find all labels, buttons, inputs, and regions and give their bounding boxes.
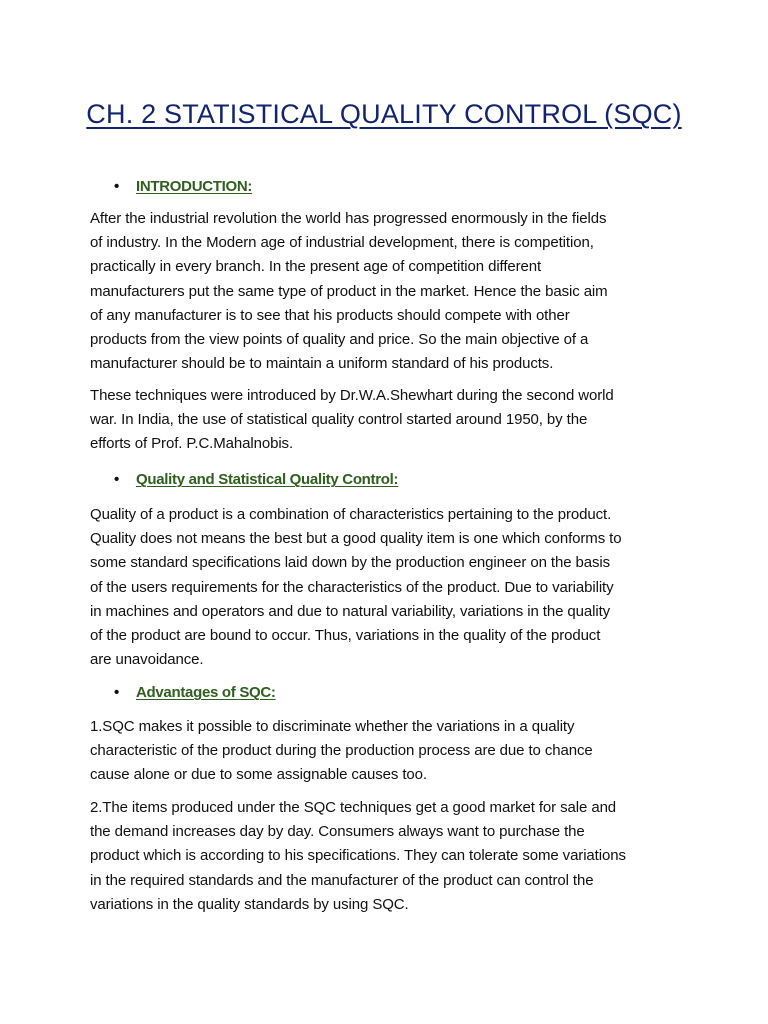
- page-title: CH. 2 STATISTICAL QUALITY CONTROL (SQC): [86, 99, 682, 129]
- text-line: product which is according to his specifications. They can tolerate some variations: [90, 847, 626, 865]
- paragraph-quality: [90, 503, 710, 672]
- text-line: manufacturers put the same type of product in the market. Hence the basic aim: [90, 282, 608, 300]
- text-line: war. In India, the use of statistical quality control started around 1950, by the: [90, 411, 588, 429]
- text-line: 1.SQC makes it possible to discriminate whether the variations in a quality: [90, 718, 575, 735]
- section-heading-text: Quality and Statistical Quality Control:: [136, 471, 399, 488]
- text-line: the demand increases day by day. Consumers always want to purchase the: [90, 823, 585, 841]
- bullet-icon: •: [114, 684, 120, 701]
- text-line: characteristic of the product during the production process are due to chance: [90, 742, 593, 760]
- text-line: in the required standards and the manufacturer of the product can control the: [90, 871, 594, 889]
- bullet-icon: •: [114, 471, 120, 488]
- text-line: cause alone or due to some assignable causes too.: [90, 766, 427, 784]
- text-line: These techniques were introduced by Dr.W.A.Shewhart during the second world: [90, 387, 614, 404]
- text-line: manufacturer should be to maintain a uniform standard of his products.: [90, 355, 554, 373]
- text-line: products from the view points of quality and price. So the main objective of a: [90, 330, 589, 348]
- bullet-icon: •: [114, 178, 120, 195]
- text-line: of any manufacturer is to see that his products should compete with other: [90, 306, 570, 324]
- text-line: are unavoidance.: [90, 651, 204, 669]
- text-line: some standard specifications laid down by the production engineer on the basis: [90, 554, 611, 572]
- text-line: Quality does not means the best but a good quality item is one which conforms to: [90, 530, 622, 548]
- section-heading-text: INTRODUCTION:: [136, 178, 253, 195]
- paragraph-advantage-1: [90, 715, 710, 788]
- text-line: of the users requirements for the characteristics of the product. Due to variability: [90, 578, 614, 596]
- paragraph-introduction-2: [90, 384, 710, 457]
- text-line: Quality of a product is a combination of characteristics pertaining to the product.: [90, 506, 612, 523]
- paragraph-introduction-1: [90, 207, 710, 376]
- section-heading-text: Advantages of SQC:: [136, 684, 276, 701]
- text-line: variations in the quality standards by using SQC.: [90, 895, 409, 913]
- text-line: 2.The items produced under the SQC techniques get a good market for sale and: [90, 799, 617, 816]
- text-line: efforts of Prof. P.C.Mahalnobis.: [90, 435, 294, 453]
- text-line: practically in every branch. In the present age of competition different: [90, 258, 542, 276]
- text-line: After the industrial revolution the world has progressed enormously in the fields: [90, 210, 607, 227]
- paragraph-advantage-2: [90, 796, 710, 917]
- text-line: of the product are bound to occur. Thus, variations in the quality of the product: [90, 626, 601, 644]
- text-line: in machines and operators and due to natural variability, variations in the quality: [90, 602, 611, 620]
- text-line: of industry. In the Modern age of industrial development, there is competition,: [90, 234, 594, 252]
